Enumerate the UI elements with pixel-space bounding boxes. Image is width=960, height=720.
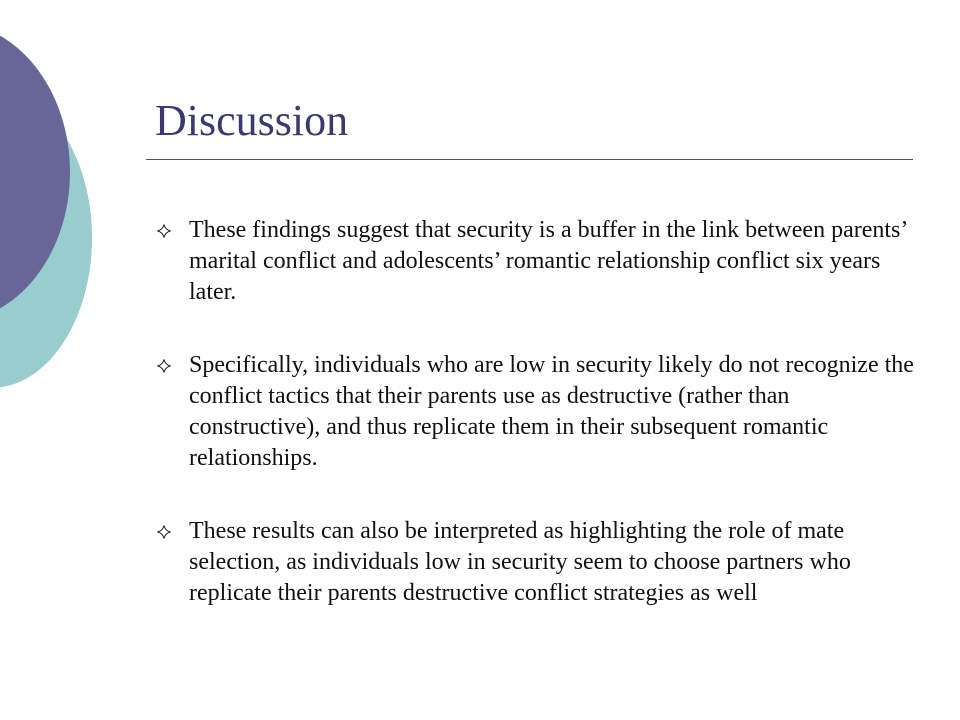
bullet-item — [157, 215, 917, 308]
bullet-text: These findings suggest that security is a buffer in the link between parents’ marital conflict and adolescents’ romantic relationship conflict six years later. — [189, 217, 907, 305]
bullet-item — [157, 350, 917, 474]
title-divider — [146, 159, 913, 160]
bullet-list — [157, 215, 917, 651]
bullet-icon — [157, 224, 171, 238]
bullet-icon — [157, 525, 171, 539]
bullet-text: These results can also be interpreted as highlighting the role of mate selection, as individuals low in security seem to choose partners who replicate their parents destructive conflict strategies as well — [189, 518, 851, 606]
bullet-icon — [157, 359, 171, 373]
bullet-text: Specifically, individuals who are low in security likely do not recognize the conflict tactics that their parents use as destructive (rather than constructive), and thus replicate them in their subsequent romantic relationships. — [189, 352, 914, 471]
slide-title: Discussion — [155, 96, 349, 145]
bullet-item — [157, 516, 917, 609]
